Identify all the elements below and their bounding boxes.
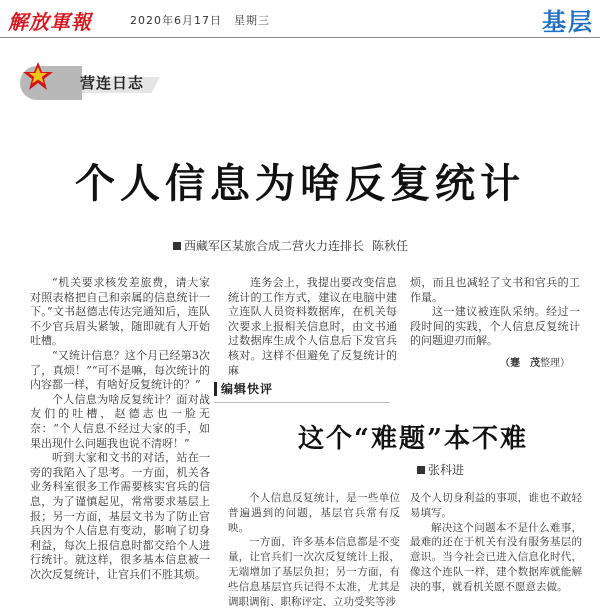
paragraph: 连务会上，我提出要改变信息统计的工作方式，建议在电脑中建立连队人员资料数据库，在机关每次要求上报相关信息时，由文书通过数据库生成个人信息后下发官兵核对。这样不但避免了反复统计的麻 <box>228 276 397 377</box>
section-name: 基层 <box>542 8 594 36</box>
paragraph: “又统计信息？这个月已经第3次了，真烦！”“可不是嘛，每次统计的内容都一样，有啥好反复统计的？” <box>30 348 210 392</box>
byline-unit: 西藏军区某旅合成二营火力连排长 <box>184 239 365 253</box>
paragraph: 这一建议被连队采纳。经过一段时间的实践，个人信息反复统计的问题迎刃而解。 <box>410 305 580 348</box>
article-column-1 <box>30 276 210 582</box>
paragraph: 听到大家和文书的对话，站在一旁的我陷入了思考。一方面，机关各业务科室很多工作需要核实官兵的信息，为了谨慎起见，常常要求基层上报；另一方面，基层文书为了防止官兵因为个人信息有变动，影响了切身利益，每次上报信息时都交给个人进行统计。就这样，很多基本信息被一次次反复统计，让官兵们不胜其烦。 <box>30 451 210 581</box>
byline-square-icon <box>173 242 181 250</box>
paragraph: 烦，而且也减轻了文书和官兵的工作量。 <box>410 276 580 304</box>
newspaper-logo: 解放軍報 <box>8 10 92 34</box>
editorial-divider <box>214 402 390 403</box>
editorial-author-name: 张科进 <box>428 463 465 477</box>
article-column-2 <box>228 276 397 378</box>
editorial-marker <box>214 382 217 396</box>
editorial-author <box>417 461 464 478</box>
paragraph: 个人信息反复统计，是一些单位普遍遇到的问题，基层官兵常有反映。 <box>228 492 400 534</box>
editorial-headline: 这个“难题”本不难 <box>298 424 528 454</box>
paragraph: 解决这个问题本不是什么难事，最难的还在于机关有没有服务基层的意识。当今社会已进入信息化时代，像这个连队一样，建个数据库就能解决的事，就看机关愿不愿意去做。 <box>410 521 582 593</box>
editor-signoff <box>500 354 570 369</box>
red-star-icon <box>22 60 54 92</box>
signoff-name: （蹇 茂 <box>500 358 540 369</box>
byline-author: 陈秋任 <box>372 239 409 253</box>
issue-date: 2020年6月17日 星期三 <box>130 14 270 27</box>
paragraph: 个人信息为啥反复统计？面对战友们的吐槽，赵德志也一脸无奈：“个人信息不经过大家的手，如果出现什么问题我也说不清呀！” <box>30 392 210 450</box>
article-byline <box>173 237 408 254</box>
article-column-3 <box>410 276 580 349</box>
article-headline: 个人信息为啥反复统计 <box>75 161 525 207</box>
paragraph: “机关要求核发差旅费，请大家对照表格把自己和亲属的信息统计一下。”文书赵德志传达完通知后，连队不少官兵眉头紧皱，随即就有人开始吐槽。 <box>30 276 210 348</box>
author-square-icon <box>417 466 425 474</box>
masthead-divider <box>0 37 600 38</box>
paragraph: 一方面，许多基本信息都是不变量，让官兵们一次次反复统计上报，无端增加了基层负担；另一方面，有些信息基层官兵记得不太准，尤其是调职调衔、职称评定、立功受奖等涉 <box>228 536 400 608</box>
signoff-note: 整理） <box>540 358 570 369</box>
column-title: 营连日志 <box>80 74 145 92</box>
editorial-column-1 <box>228 491 400 609</box>
paragraph: 及个人切身利益的事项，谁也不敢轻易填写。 <box>410 492 582 519</box>
editorial-column-2 <box>410 491 582 595</box>
editorial-label: 编辑快评 <box>221 382 274 396</box>
